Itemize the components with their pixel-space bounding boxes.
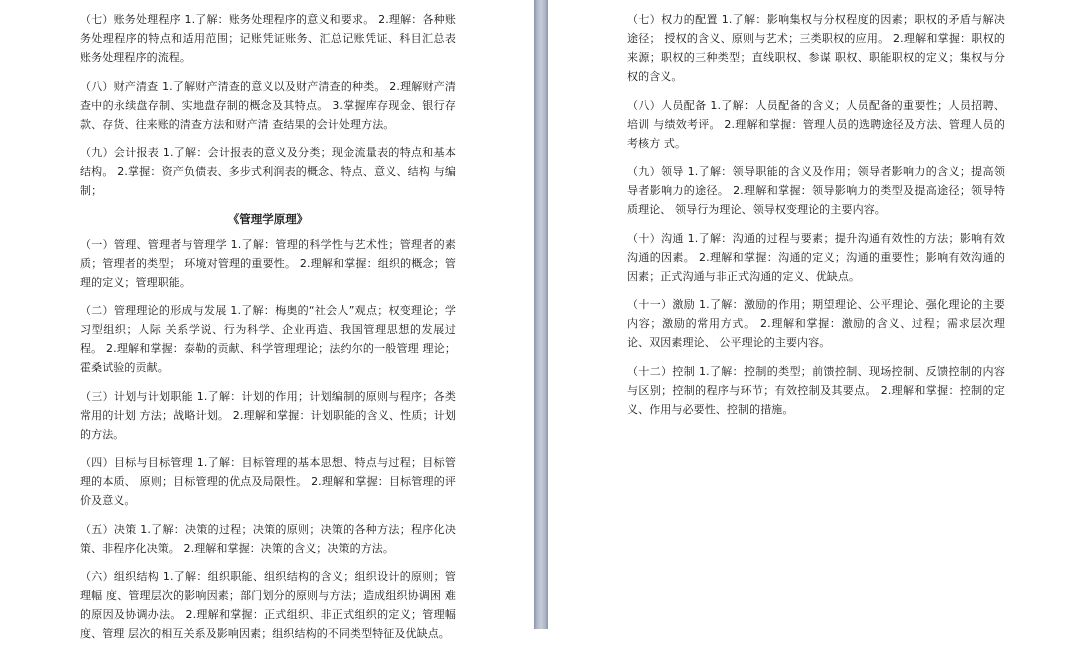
paragraph-leadership: （九）领导 1.了解：领导职能的含义及作用；领导者影响力的含义；提高领 导者影响力的途径。 2.理解和掌握：领导影响力的类型及提高途径；领导特质理论、 领导行为理论、领导权变理论的主要内容。: [627, 165, 1005, 216]
left-page: [0, 0, 534, 640]
paragraph-accounting-statements: （九）会计报表 1.了解：会计报表的意义及分类；现金流量表的特点和基本结构。 2.掌握：资产负债表、多步式利润表的概念、特点、意义、结构 与编制；: [80, 146, 456, 197]
paragraph-planning: （三）计划与计划职能 1.了解：计划的作用；计划编制的原则与程序；各类常用的计划 方法；战略计划。 2.理解和掌握：计划职能的含义、性质；计划的方法。: [80, 389, 456, 441]
paragraph-objective-management: （四）目标与目标管理 1.了解：目标管理的基本思想、特点与过程；目标管理的本质、 原则；目标管理的优点及局限性。 2.理解和掌握：目标管理的评价及意义。: [80, 456, 456, 507]
paragraph-staffing: （八）人员配备 1.了解：人员配备的含义；人员配备的重要性；人员招聘、培训 与绩效考评。 2.理解和掌握：管理人员的选聘途径及方法、管理人员的考核方 式。: [627, 98, 1005, 150]
paragraph-motivation: （十一）激励 1.了解：激励的作用；期望理论、公平理论、强化理论的主要内容；激励的常用方式。 2.理解和掌握：激励的含义、过程；需求层次理论、双因素理论、 公平理论的主要内容。: [627, 298, 1005, 349]
right-page: [548, 0, 1080, 629]
paragraph-communication: （十）沟通 1.了解：沟通的过程与要素；提升沟通有效性的方法；影响有效沟通的因素。 2.理解和掌握：沟通的定义；沟通的重要性；影响有效沟通的因素；正式沟通与非正式沟通的定义、优缺点。: [627, 231, 1005, 283]
paragraph-accounting-procedures: （七）账务处理程序 1.了解：账务处理程序的意义和要求。 2.理解：各种账务处理程序的特点和适用范围；记账凭证账务、汇总记账凭证、科目汇总表账务处理程序的流程。: [80, 13, 456, 64]
paragraph-authority-allocation: （七）权力的配置 1.了解：影响集权与分权程度的因素；职权的矛盾与解决途径； 授权的含义、原则与艺术；三类职权的应用。 2.理解和掌握：职权的来源；职权的三种类型；直线职权、参谋 职权、职能职权的定义；集权与分权的含义。: [627, 13, 1005, 83]
right-page-content: [627, 10, 1005, 428]
paragraph-management-basics: （一）管理、管理者与管理学 1.了解：管理的科学性与艺术性；管理者的素质；管理者的类型； 环境对管理的重要性。 2.理解和掌握：组织的概念；管理的定义；管理职能。: [80, 237, 456, 289]
section-title-management-principles: 《管理学原理》: [227, 211, 309, 226]
paragraph-property-inventory: （八）财产清查 1.了解财产清查的意义以及财产清查的种类。 2.理解财产清查中的永续盘存制、实地盘存制的概念及其特点。 3.掌握库存现金、银行存款、存货、往来账的清查方法和财产清 查结果的会计处理方法。: [80, 79, 456, 131]
paragraph-organization-structure: （六）组织结构 1.了解：组织职能、组织结构的含义；组织设计的原则；管理幅 度、管理层次的影响因素；部门划分的原则与方法；造成组织协调困 难的原因及协调办法。 2.理解和掌握：正式组织、非正式组织的定义；管理幅度、管理 层次的相互关系及影响因素；组织结构的不同类型特征及优缺点。: [80, 570, 456, 640]
paragraph-management-theory: （二）管理理论的形成与发展 1.了解：梅奥的“社会人”观点；权变理论；学习型组织；人际 关系学说、行为科学、企业再造、我国管理思想的发展过程。 2.理解和掌握：泰勒的贡献、科学管理理论；法约尔的一般管理 理论；霍桑试验的贡献。: [80, 304, 456, 374]
left-page-content: [80, 10, 456, 653]
paragraph-decision-making: （五）决策 1.了解：决策的过程；决策的原则；决策的各种方法；程序化决 策、非程序化决策。 2.理解和掌握：决策的含义；决策的方法。: [80, 522, 456, 555]
page-gutter-divider: [534, 0, 548, 629]
paragraph-control: （十二）控制 1.了解：控制的类型；前馈控制、现场控制、反馈控制的内容与区别；控制的程序与环节；有效控制及其要点。 2.理解和掌握：控制的定义、作用与必要性、控制的措施。: [627, 364, 1005, 416]
